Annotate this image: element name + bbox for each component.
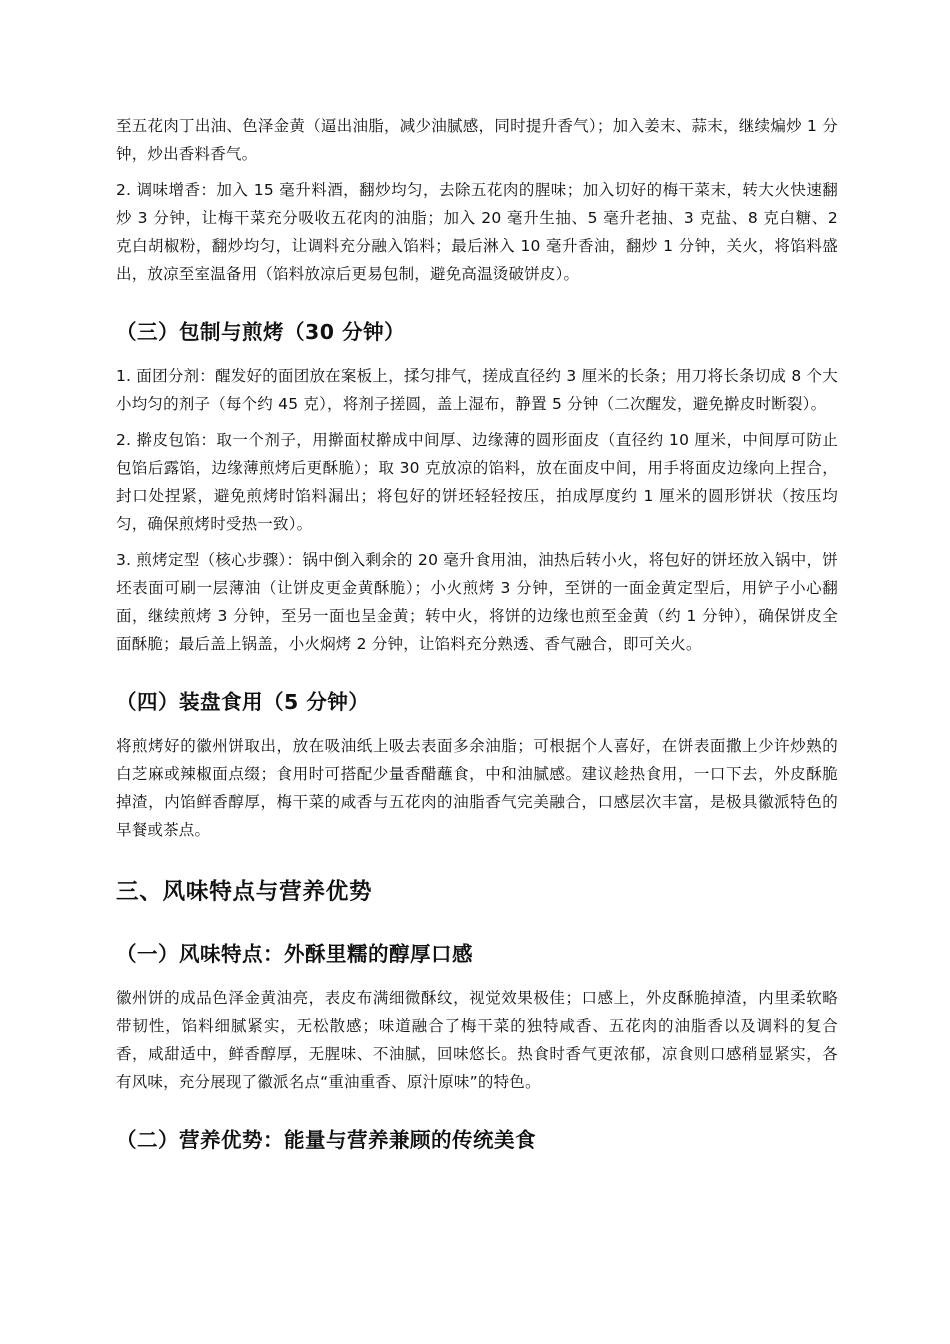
paragraph-seasoning: 2. 调味增香：加入 15 毫升料酒，翻炒均匀，去除五花肉的腥味；加入切好的梅干菜末，转大火快速翻炒 3 分钟，让梅干菜充分吸收五花肉的油脂；加入 20 毫升生抽、5 毫升老抽、3 克盐、8 克白糖、2 克白胡椒粉，翻炒均匀，让调料充分融入馅料；最后淋入 10 毫升香油，翻炒 1 分钟，关火，将馅料盛出，放凉至室温备用（馅料放凉后更易包制，避免高温烫破饼皮）。 bbox=[116, 181, 838, 283]
heading-nutrition: （二）营养优势：能量与营养兼顾的传统美食 bbox=[116, 1128, 536, 1152]
paragraph-dough-portion: 1. 面团分剂：醒发好的面团放在案板上，揉匀排气，搓成直径约 3 厘米的长条；用刀将长条切成 8 个大小均匀的剂子（每个约 45 克），将剂子搓圆，盖上湿布，静置 5 分钟（二次醒发，避免擀皮时断裂）。 bbox=[116, 367, 838, 413]
paragraph-flavor: 徽州饼的成品色泽金黄油亮，表皮布满细微酥纹，视觉效果极佳；口感上，外皮酥脆掉渣，内里柔软略带韧性，馅料细腻紧实，无松散感；味道融合了梅干菜的独特咸香、五花肉的油脂香以及调料的复合香，咸甜适中，鲜香醇厚，无腥味、不油腻，回味悠长。热食时香气更浓郁，凉食则口感稍显紧实，各有风味，充分展现了徽派名点“重油重香、原汁原味”的特色。 bbox=[116, 989, 838, 1091]
paragraph-roll-and-fill: 2. 擀皮包馅：取一个剂子，用擀面杖擀成中间厚、边缘薄的圆形面皮（直径约 10 厘米，中间厚可防止包馅后露馅，边缘薄煎烤后更酥脆）；取 30 克放凉的馅料，放在面皮中间，用手将面皮边缘向上捏合，封口处捏紧，避免煎烤时馅料漏出；将包好的饼坯轻轻按压，拍成厚度约 1 厘米的圆形饼状（按压均匀，确保煎烤时受热一致）。 bbox=[116, 431, 838, 533]
paragraph-serving: 将煎烤好的徽州饼取出，放在吸油纸上吸去表面多余油脂；可根据个人喜好，在饼表面撒上少许炒熟的白芝麻或辣椒面点缀；食用时可搭配少量香醋蘸食，中和油腻感。建议趁热食用，一口下去，外皮酥脆掉渣，内馅鲜香醇厚，梅干菜的咸香与五花肉的油脂香气完美融合，口感层次丰富，是极具徽派特色的早餐或茶点。 bbox=[116, 737, 838, 839]
document-page bbox=[116, 112, 838, 1170]
heading-wrap-and-bake: （三）包制与煎烤（30 分钟） bbox=[116, 320, 406, 344]
heading-serving: （四）装盘食用（5 分钟） bbox=[116, 690, 370, 714]
heading-flavor: （一）风味特点：外酥里糯的醇厚口感 bbox=[116, 942, 473, 966]
paragraph-stir-fry: 至五花肉丁出油、色泽金黄（逼出油脂，减少油腻感，同时提升香气）；加入姜末、蒜末，继续煸炒 1 分钟，炒出香料香气。 bbox=[116, 117, 838, 163]
heading-section-flavor-nutrition: 三、风味特点与营养优势 bbox=[116, 879, 373, 905]
paragraph-pan-bake: 3. 煎烤定型（核心步骤）：锅中倒入剩余的 20 毫升食用油，油热后转小火，将包好的饼坯放入锅中，饼坯表面可刷一层薄油（让饼皮更金黄酥脆）；小火煎烤 3 分钟，至饼的一面金黄定型后，用铲子小心翻面，继续煎烤 3 分钟，至另一面也呈金黄；转中火，将饼的边缘也煎至金黄（约 1 分钟），确保饼皮全面酥脆；最后盖上锅盖，小火焖烤 2 分钟，让馅料充分熟透、香气融合，即可关火。 bbox=[116, 551, 838, 653]
